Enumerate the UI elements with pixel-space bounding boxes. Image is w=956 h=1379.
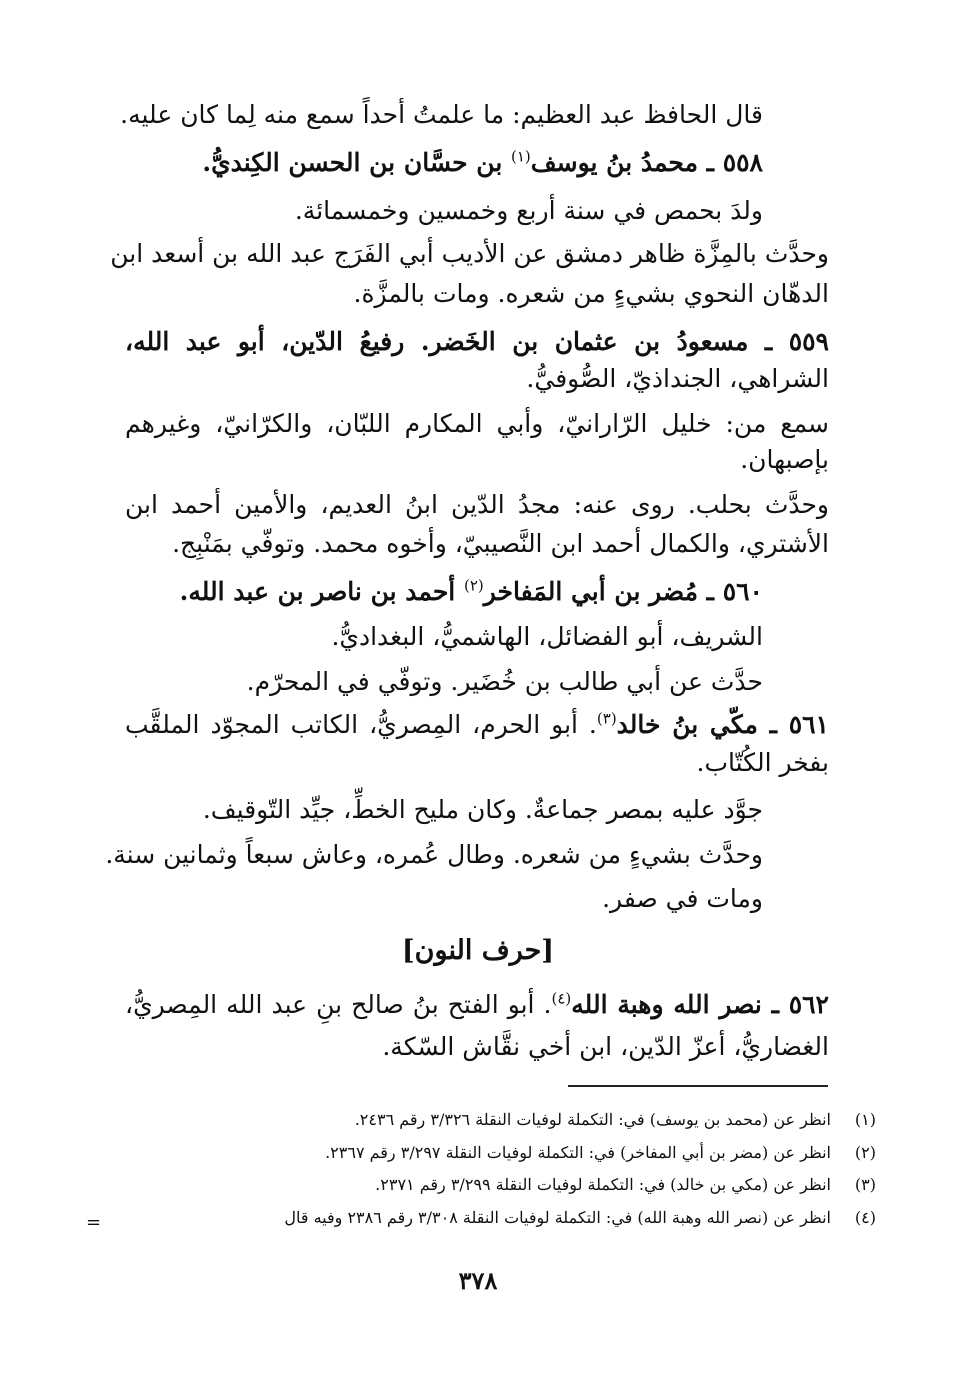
text-line: الأشتري، والكمال أحمد ابن النَّصيبيّ، وأخوه محمد. وتوفّي بمَنْبِج. <box>172 529 829 558</box>
text-line: ومات في صفر. <box>602 884 763 913</box>
entry-561-rest: . أبو الحرم، المِصريُّ، الكاتب المجوّد الملقَّب <box>125 710 597 739</box>
footnote-text: انظر عن (نصر الله وهبة الله) في: التكملة لوفيات النقلة ٣/٣٠٨ رقم ٢٣٨٦ وفيه قال <box>284 1208 831 1227</box>
footnote-2 <box>325 1140 876 1166</box>
entry-560-name: ٥٦٠ ـ مُضر بن أبي المَفاخر <box>483 577 763 606</box>
text-line: ولدَ بحمص في سنة أربع وخمسين وخمسمائة. <box>294 196 763 225</box>
text-line: الشراهي، الجنداذيّ، الصُّوفيُّ. <box>526 364 829 393</box>
footnote-text: انظر عن (مكي بن خالد) في: التكملة لوفيات النقلة ٣/٢٩٩ رقم ٢٣٧١. <box>375 1175 831 1194</box>
entry-561-heading <box>125 708 829 742</box>
text-line: جوَّد عليه بمصر جماعةٌ. وكان مليح الخطِّ، جيِّد التّوقيف. <box>202 795 763 824</box>
text-line: بفخر الكُتّاب. <box>696 748 829 777</box>
entry-560-rest: أحمد بن ناصر بن عبد الله. <box>179 577 464 606</box>
entry-562-name: ٥٦٢ ـ نصر الله وهبة الله <box>571 990 829 1019</box>
footnote-ref-1: (١) <box>510 147 531 166</box>
footnote-1 <box>354 1107 876 1133</box>
text-line: قال الحافظ عبد العظيم: ما علمتُ أحداً سمع منه لِما كان عليه. <box>120 100 763 129</box>
text-line: سمع من: خليل الرّارانيّ، وأبي المكارم اللبّان، والكرّانيّ، وغيرهم <box>125 409 829 438</box>
entry-558-rest: بن حسَّان بن الحسن الكِنديُّ. <box>202 148 511 177</box>
footnote-ref-4: (٤) <box>551 989 572 1008</box>
text-line: وحدَّث بالمِزَّة ظاهر دمشق عن الأديب أبي الفَرَج عبد الله بن أسعد ابن <box>110 239 829 268</box>
footnote-number: (٣) <box>854 1175 876 1194</box>
text-line: وحدَّث بشيءٍ من شعره. وطال عُمره، وعاش سبعاً وثمانين سنة. <box>105 840 763 869</box>
footnote-ref-3: (٣) <box>596 709 617 728</box>
footnote-ref-2: (٢) <box>463 576 484 595</box>
footnote-3 <box>375 1172 876 1198</box>
text-line: وحدَّث بحلب. روى عنه: مجدُ الدّين ابنُ العديم، والأمين أحمد ابن <box>125 490 829 519</box>
footnote-number: (٢) <box>854 1143 876 1162</box>
continuation-mark: = <box>86 1212 102 1233</box>
entry-562-rest: . أبو الفتح بنُ صالح بنِ عبد الله المِصريُّ، <box>125 990 552 1019</box>
text-line: الشريف، أبو الفضائل، الهاشميُّ، البغداديُّ. <box>331 622 763 651</box>
text-line: حدَّث عن أبي طالب بن خُضَير. وتوفّي في المحرّم. <box>246 667 763 696</box>
entry-560-heading <box>180 575 763 609</box>
footnote-number: (٤) <box>854 1208 876 1227</box>
footnote-text: انظر عن (محمد بن يوسف) في: التكملة لوفيات النقلة ٣/٣٢٦ رقم ٢٤٣٦. <box>354 1110 831 1129</box>
entry-559-name: ٥٥٩ ـ مسعودُ بن عثمان بن الخَضر. رفيعُ الدّين، أبو عبد الله، <box>125 327 829 356</box>
page-number: ٣٧٨ <box>458 1266 498 1295</box>
footnote-4 <box>284 1205 876 1231</box>
footnote-separator <box>568 1085 828 1087</box>
text-line: بإصبهان. <box>740 445 829 474</box>
entry-561-name: ٥٦١ ـ مكّي بنُ خالد <box>616 710 829 739</box>
entry-558-heading <box>202 146 763 180</box>
section-heading: [حرف النون] <box>401 935 555 966</box>
entry-562-heading <box>125 988 829 1022</box>
footnote-text: انظر عن (مضر بن أبي المفاخر) في: التكملة لوفيات النقلة ٣/٢٩٧ رقم ٢٣٦٧. <box>325 1143 831 1162</box>
entry-558-name: ٥٥٨ ـ محمدُ بنُ يوسف <box>530 148 763 177</box>
entry-559-heading <box>125 325 829 359</box>
footnote-number: (١) <box>854 1110 876 1129</box>
text-line: الغضاريُّ، أعزّ الدّين، ابن أخي نقَّاش السّكة. <box>382 1032 829 1061</box>
text-line: الدهّان النحوي بشيءٍ من شعره. ومات بالمزَّة. <box>353 279 829 308</box>
